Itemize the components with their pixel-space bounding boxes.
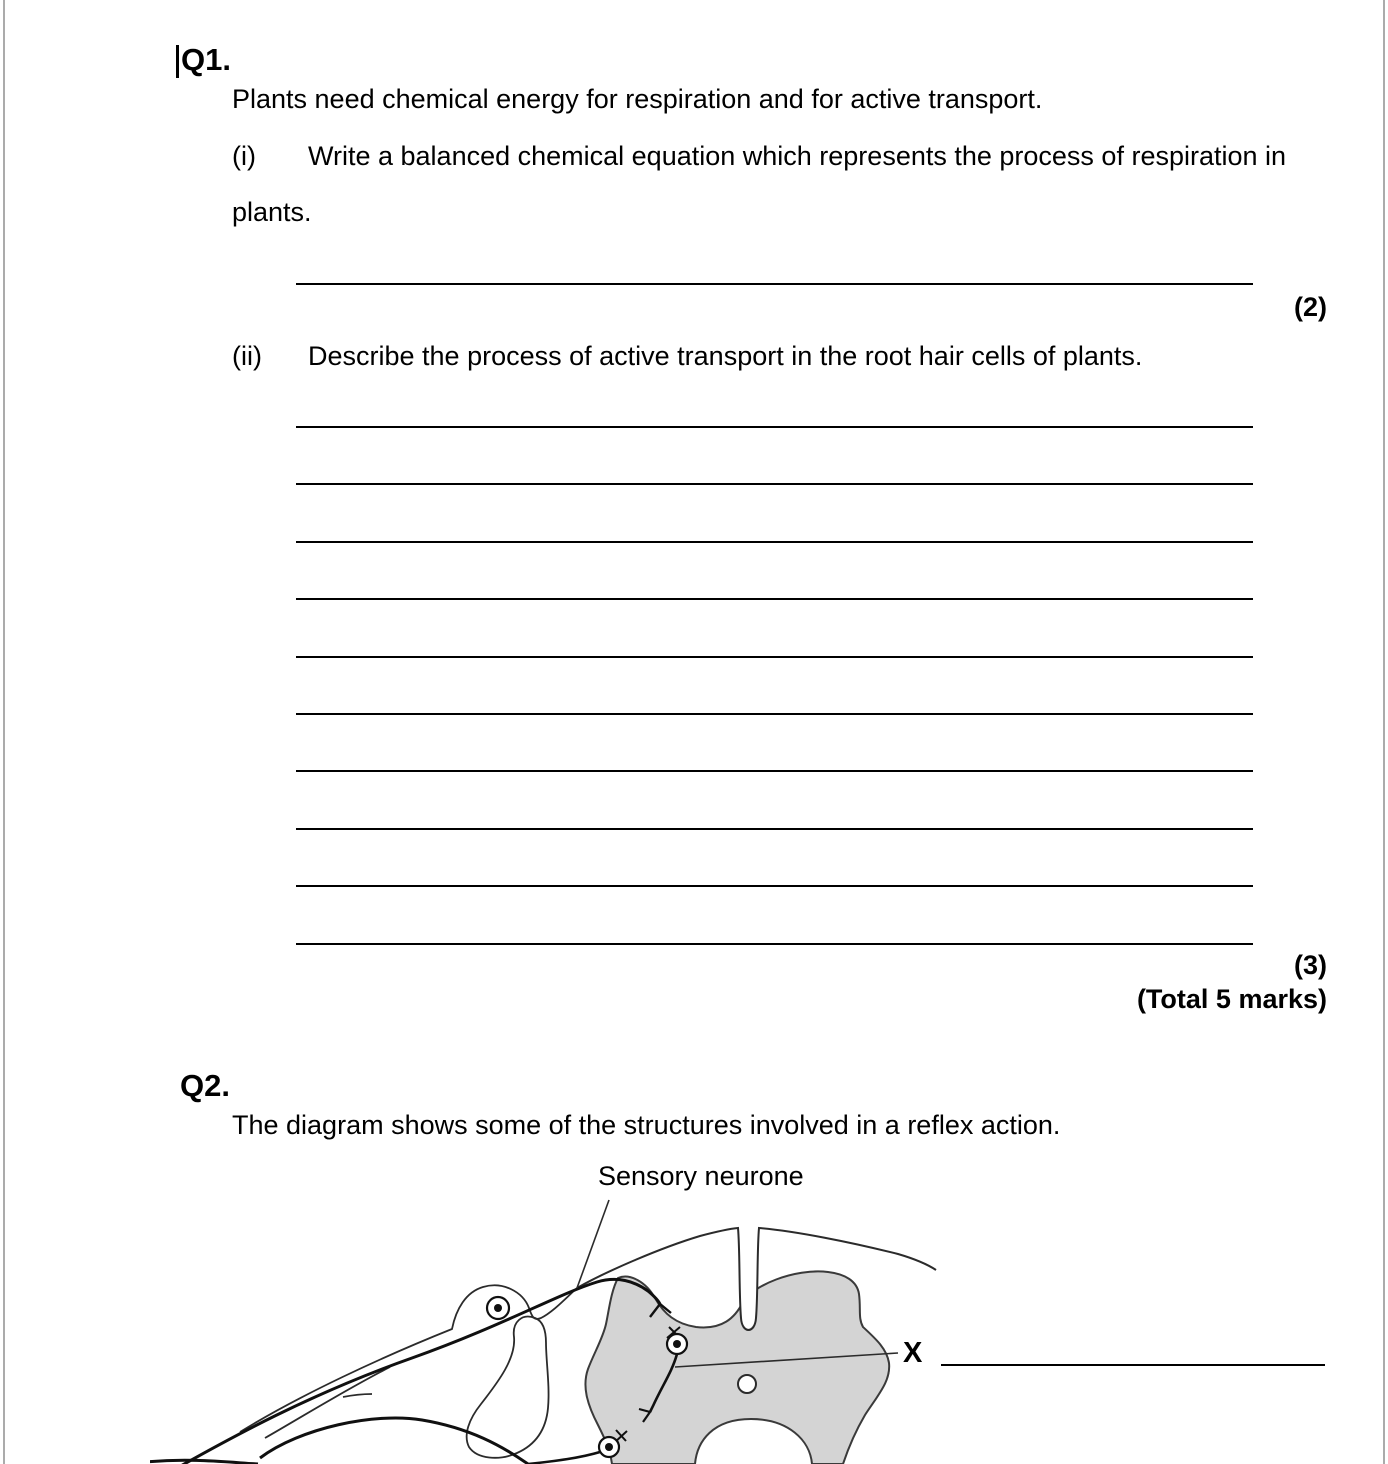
answer-line <box>296 541 1253 543</box>
text-cursor <box>176 45 179 78</box>
x-answer-line <box>941 1364 1325 1366</box>
q2-intro: The diagram shows some of the structures involved in a reflex action. <box>232 1110 1061 1140</box>
q1-part-i-text-wrap: plants. <box>232 197 312 227</box>
answer-line <box>296 656 1253 658</box>
answer-line <box>296 483 1253 485</box>
answer-line <box>296 885 1253 887</box>
q1-heading: Q1. <box>181 42 231 77</box>
motor-axon <box>528 1452 600 1464</box>
relay-cell-body <box>667 1334 687 1354</box>
page-left-edge <box>3 0 5 1464</box>
answer-line <box>296 943 1253 945</box>
answer-line <box>296 770 1253 772</box>
q1-part-i-label: (i) <box>232 141 256 171</box>
q1-part-i-text: Write a balanced chemical equation which represents the process of respiration in <box>308 141 1287 171</box>
answer-line <box>296 598 1253 600</box>
x-label: X <box>903 1337 923 1369</box>
q1-part-ii-marks: (3) <box>1294 950 1327 980</box>
q1-intro: Plants need chemical energy for respiration and for active transport. <box>232 84 1043 114</box>
reflex-arc-diagram <box>150 1190 1388 1464</box>
sensory-neurone-label: Sensory neurone <box>598 1161 804 1191</box>
motor-cell-body <box>599 1437 619 1457</box>
answer-line <box>296 426 1253 428</box>
grey-matter-shape <box>585 1271 889 1464</box>
q2-heading: Q2. <box>180 1068 230 1103</box>
ganglion-cell-body <box>487 1297 509 1319</box>
q1-total-marks: (Total 5 marks) <box>1136 984 1327 1014</box>
q1-part-i-marks: (2) <box>1294 292 1327 322</box>
q1-part-ii-text: Describe the process of active transport in the root hair cells of plants. <box>308 341 1143 371</box>
answer-line <box>296 713 1253 715</box>
central-canal <box>738 1375 756 1393</box>
inner-boundary-frag <box>343 1394 372 1397</box>
q1-part-ii-label: (ii) <box>232 341 262 371</box>
answer-line <box>296 828 1253 830</box>
answer-line <box>296 283 1253 285</box>
ventral-root-lower <box>150 1460 258 1464</box>
